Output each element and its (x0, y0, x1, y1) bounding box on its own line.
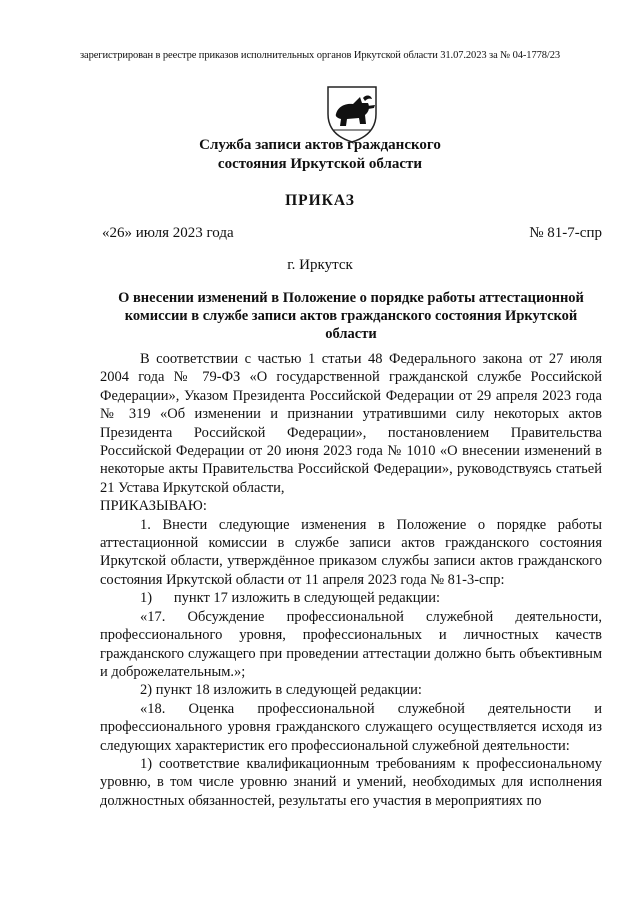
quote-17-paragraph: «17. Обсуждение профессиональной служебной деятельности, профессионального уровня, профессиональных и личностных качеств гражданского служащего при проведении аттестации должно быть объективным и доброжелательным.»; (100, 608, 602, 680)
document-city: г. Иркутск (287, 257, 353, 273)
document-body (100, 350, 602, 810)
subject-line: области (325, 326, 377, 342)
agency-name-line: Служба записи актов гражданского (199, 137, 441, 153)
subject-line: комиссии в службе записи актов гражданского состояния Иркутской (124, 308, 578, 324)
document-subject (100, 289, 602, 343)
document-date: «26» июля 2023 года (102, 225, 234, 241)
subject-line: О внесении изменений в Положение о порядке работы аттестационной (118, 290, 584, 306)
registry-note: зарегистрирован в реестре приказов исполнительных органов Иркутской области 31.07.2023 за № 04-1778/23 (79, 50, 561, 61)
agency-name-line: состояния Иркутской области (217, 156, 423, 172)
document-type: ПРИКАЗ (285, 192, 355, 209)
subitem-18-1-paragraph: 1) соответствие квалификационным требованиям к профессиональному уровню, в том числе уровню знаний и умений, необходимых для исполнения должностных обязанностей, результаты его участия в мероприятиях по (100, 755, 602, 809)
document-number: № 81-7-спр (529, 225, 602, 241)
item-1-paragraph: 1. Внести следующие изменения в Положение о порядке работы аттестационной комиссии в службе записи актов гражданского состояния Иркутской области, утверждённое приказом службы записи актов гражданского состояния Иркутской области от 11 апреля 2023 года № 81-3-спр: (100, 516, 602, 588)
irkutsk-coat-of-arms-icon (325, 84, 379, 144)
subitem-2-paragraph: 2) пункт 18 изложить в следующей редакции: (140, 682, 422, 699)
preamble-paragraph: В соответствии с частью 1 статьи 48 Федерального закона от 27 июля 2004 года № 79-ФЗ «О государственной гражданской службе Российской Федерации», Указом Президента Российской Федерации от 29 апреля 2023 года № 319 «Об изменении и признании утратившими силу некоторых актов Президента Российской Федерации», постановлением Правительства Российской Федерации от 20 июня 2023 года № 1010 «О внесении изменений в некоторые акты Правительства Российской Федерации», руководствуясь статьей 21 Устава Иркутской области, (100, 351, 602, 496)
agency-name (0, 136, 640, 174)
subitem-1-paragraph: 1) пункт 17 изложить в следующей редакции: (140, 590, 440, 607)
quote-18-paragraph: «18. Оценка профессиональной служебной деятельности и профессионального уровня гражданского служащего осуществляется исходя из следующих характеристик его профессиональной служебной деятельности: (100, 700, 602, 754)
order-word: ПРИКАЗЫВАЮ: (100, 498, 207, 515)
